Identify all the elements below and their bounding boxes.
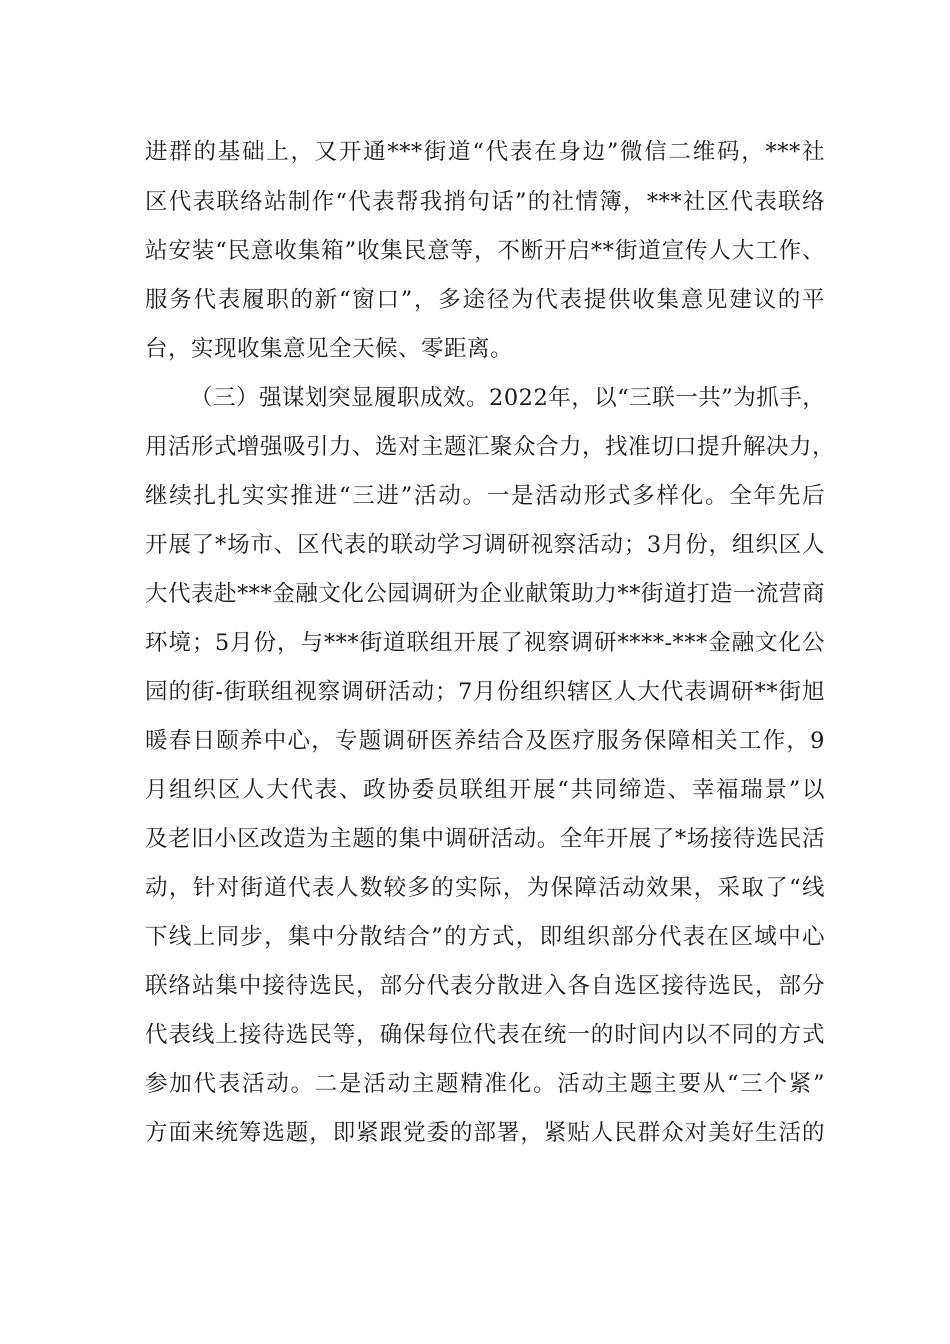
text-line: 继续扎扎实实推进“三进”活动。一是活动形式多样化。全年先后 xyxy=(145,483,825,509)
text-line: 台，实现收集意见全天候、零距离。 xyxy=(145,336,514,362)
text-line: 动，针对街道代表人数较多的实际，为保障活动效果，采取了“线 xyxy=(145,875,825,901)
text-line: 环境；5月份，与***街道联组开展了视察调研****-***金融文化公 xyxy=(145,630,825,656)
text-line: 代表线上接待选民等，确保每位代表在统一的时间内以不同的方式 xyxy=(145,1022,825,1048)
text-line: 站安装“民意收集箱”收集民意等，不断开启**街道宣传人大工作、 xyxy=(145,238,825,264)
text-line: 暖春日颐养中心，专题调研医养结合及医疗服务保障相关工作，9 xyxy=(145,728,825,754)
text-line: 用活形式增强吸引力、选对主题汇聚众合力，找准切口提升解决力， xyxy=(145,434,836,460)
text-line: 月组织区人大代表、政协委员联组开展“共同缔造、幸福瑞景”以 xyxy=(145,777,825,803)
text-line: 下线上同步，集中分散结合”的方式，即组织部分代表在区域中心 xyxy=(145,924,825,950)
paragraph-start-line: （三）强谋划突显履职成效。2022年，以“三联一共”为抓手， xyxy=(190,385,826,411)
text-line: 大代表赴***金融文化公园调研为企业献策助力**街道打造一流营商 xyxy=(145,581,825,607)
text-line: 及老旧小区改造为主题的集中调研活动。全年开展了*场接待选民活 xyxy=(145,826,825,852)
text-line: 开展了*场市、区代表的联动学习调研视察活动；3月份，组织区人 xyxy=(145,532,825,558)
text-line: 园的街-街联组视察调研活动；7月份组织辖区人大代表调研**街旭 xyxy=(145,679,825,705)
text-line: 联络站集中接待选民，部分代表分散进入各自选区接待选民，部分 xyxy=(145,973,825,999)
text-line: 区代表联络站制作“代表帮我捎句话”的社情簿，***社区代表联络 xyxy=(145,189,825,215)
text-line: 参加代表活动。二是活动主题精准化。活动主题主要从“三个紧” xyxy=(145,1071,825,1097)
text-line: 进群的基础上，又开通***街道“代表在身边”微信二维码，***社 xyxy=(145,139,825,165)
text-line: 方面来统筹选题，即紧跟党委的部署，紧贴人民群众对美好生活的 xyxy=(145,1120,825,1146)
text-line: 服务代表履职的新“窗口”，多途径为代表提供收集意见建议的平 xyxy=(145,287,825,313)
